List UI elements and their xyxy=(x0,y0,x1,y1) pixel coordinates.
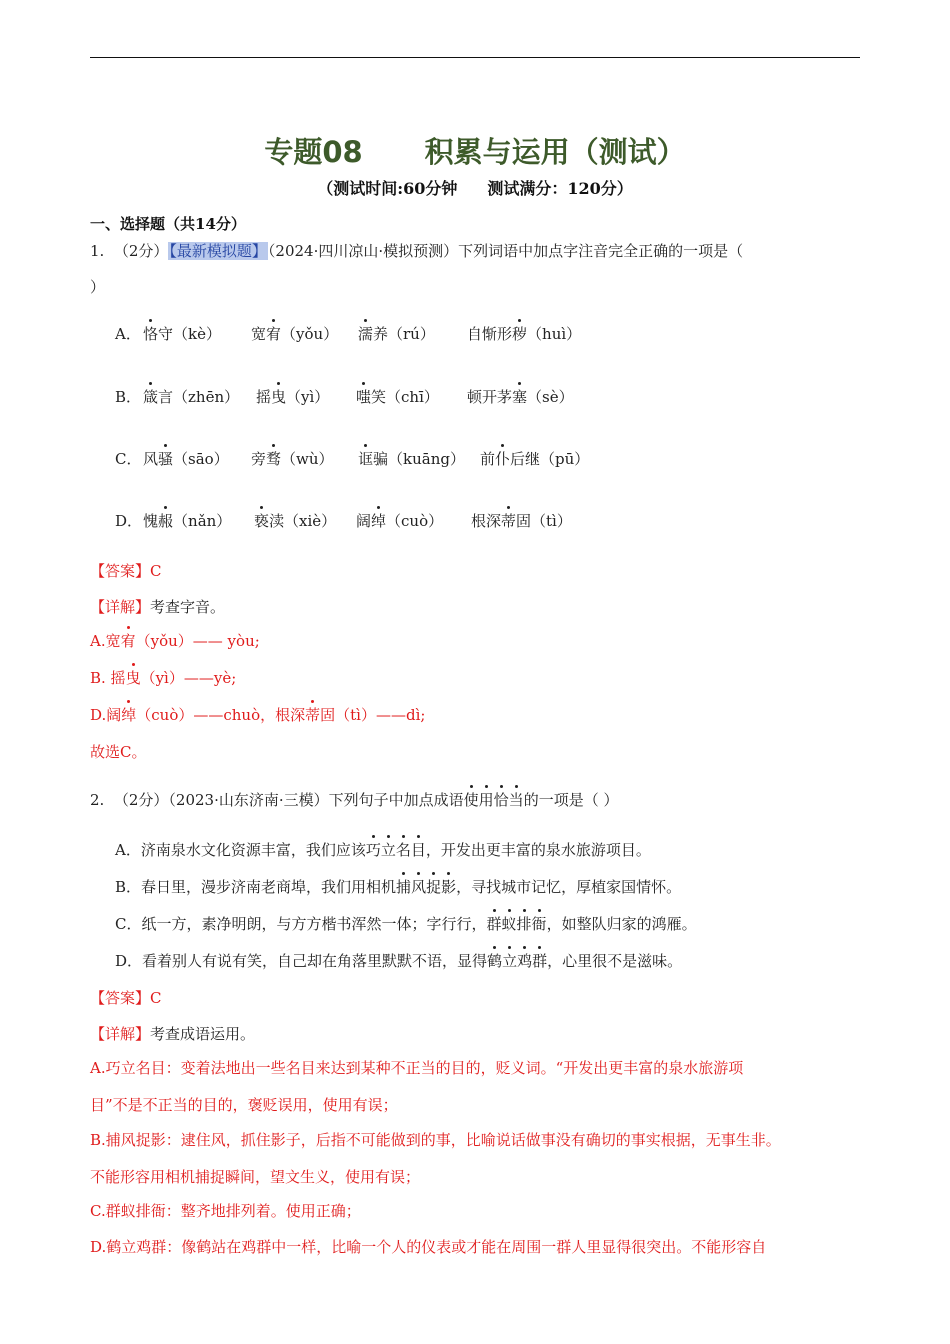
q1-points: （2分） xyxy=(113,242,169,260)
q1-source: （2024·四川凉山·模拟预测）下列词语中加点字注音完全正确的一项是（ xyxy=(267,242,744,260)
option-word: 顿开茅塞（sè） xyxy=(467,388,574,406)
option-word: 宽宥（yǒu） xyxy=(251,325,339,343)
q2-option-d: D．看着别人有说有笑，自己却在角落里默默不语，显得鹤立鸡群，心里很不是滋味。 xyxy=(115,952,683,970)
q1-stem xyxy=(90,240,743,261)
q1-expl-b: B. 摇曳（yì）——yè; xyxy=(90,669,237,687)
q2-detail: 【详解】考查成语运用。 xyxy=(90,1025,256,1043)
option-word: 自惭形秽（huì） xyxy=(467,325,582,343)
q2-stem: 2. （2分）（2023·山东济南·三模）下列句子中加点成语使用恰当的一项是（ ） xyxy=(90,791,619,809)
option-word: 恪守（kè） xyxy=(143,325,221,343)
header-rule xyxy=(90,57,860,58)
option-word: 风骚（sāo） xyxy=(143,450,229,468)
q1-detail: 【详解】考查字音。 xyxy=(90,598,226,616)
q1-conclusion: 故选C。 xyxy=(90,743,147,761)
q2-expl-line: B.捕风捉影：逮住风，抓住影子，后指不可能做到的事，比喻说话做事没有确切的事实根据，无事生非。 xyxy=(90,1131,781,1149)
q1-answer: 【答案】C xyxy=(90,562,162,580)
page-subtitle xyxy=(0,176,950,199)
option-word: 阔绰（cuò） xyxy=(356,512,444,530)
page-title xyxy=(0,130,950,171)
option-word: 嗤笑（chī） xyxy=(356,388,439,406)
option-label: A． xyxy=(115,325,141,343)
q2-points: （2分） xyxy=(113,791,169,809)
option-label: D． xyxy=(115,512,143,530)
q2-number: 2. xyxy=(90,791,105,809)
option-word: 旁骛（wù） xyxy=(251,450,334,468)
q2-expl-line: D.鹤立鸡群：像鹤站在鸡群中一样，比喻一个人的仪表或才能在周围一群人里显得很突出。不能形容自 xyxy=(90,1238,767,1256)
q2-option-c: C．纸一方，素净明朗，与方方楷书浑然一体；字行行，群蚁排衙，如整队归家的鸿雁。 xyxy=(115,915,697,933)
option-label: C． xyxy=(115,450,142,468)
q2-answer-value: C xyxy=(150,989,162,1007)
q1-answer-value: C xyxy=(150,562,162,580)
option-label: B． xyxy=(115,388,142,406)
q1-tag: 【最新模拟题】 xyxy=(169,242,267,260)
option-word: 愧赧（nǎn） xyxy=(143,512,232,530)
option-word: 箴言（zhēn） xyxy=(143,388,240,406)
test-score: 测试满分：120分） xyxy=(487,179,633,198)
title-main: 积累与运用（测试） xyxy=(424,135,686,169)
q2-option-a: A．济南泉水文化资源丰富，我们应该巧立名目，开发出更丰富的泉水旅游项目。 xyxy=(115,841,651,859)
option-word: 摇曳（yì） xyxy=(256,388,330,406)
q1-expl-a: A.宽宥（yǒu）—— yòu; xyxy=(90,632,260,650)
q2-option-b: B．春日里，漫步济南老商埠，我们用相机捕风捉影，寻找城市记忆，厚植家国情怀。 xyxy=(115,878,682,896)
option-word: 诓骗（kuāng） xyxy=(358,450,465,468)
q1-number: 1. xyxy=(90,242,105,260)
q2-answer: 【答案】C xyxy=(90,989,162,1007)
test-time: （测试时间:60分钟 xyxy=(317,179,458,198)
q2-expl-line: 目”不是不正当的目的，褒贬误用，使用有误； xyxy=(90,1096,398,1114)
section-heading: 一、选择题（共14分） xyxy=(90,215,246,233)
title-topic: 专题08 xyxy=(264,135,363,169)
option-word: 濡养（rú） xyxy=(358,325,435,343)
q2-expl-line: C.群蚁排衙：整齐地排列着。使用正确； xyxy=(90,1202,361,1220)
option-word: 根深蒂固（tì） xyxy=(471,512,572,530)
q2-expl-line: A.巧立名目：变着法地出一些名目来达到某种不正当的目的，贬义词。“开发出更丰富的泉水旅游项 xyxy=(90,1059,744,1077)
q1-expl-d: D.阔绰（cuò）——chuò，根深蒂固（tì）——dì; xyxy=(90,706,426,724)
option-word: 亵渎（xiè） xyxy=(254,512,337,530)
q1-stem-tail: ） xyxy=(90,278,106,296)
q2-dotted: 使用恰当 xyxy=(463,791,524,809)
option-word: 前仆后继（pū） xyxy=(480,450,590,468)
q2-expl-line: 不能形容用相机捕捉瞬间，望文生义，使用有误； xyxy=(90,1168,421,1186)
